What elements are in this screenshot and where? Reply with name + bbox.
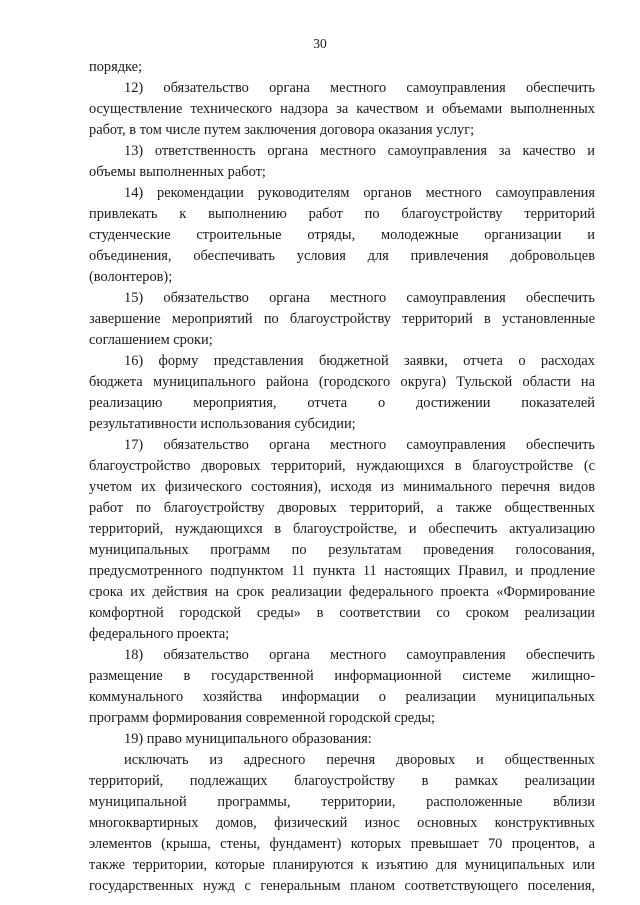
text-line: государственных нужд с генеральным планом соответствующего поселения, [89, 878, 595, 894]
document-body [89, 57, 595, 897]
page-number: 30 [313, 36, 327, 51]
text-line: 17) обязательство органа местного самоуправления обеспечить [124, 437, 595, 453]
text-line: исключать из адресного перечня дворовых и общественных [124, 752, 595, 768]
text-line: программ формирования современной городской среды; [89, 710, 435, 726]
text-line: бюджета муниципального района (городского округа) Тульской области на [89, 374, 595, 390]
text-line: также территории, которые планируются к изъятию для муниципальных или [89, 857, 595, 873]
text-line: 12) обязательство органа местного самоуправления обеспечить [124, 80, 595, 96]
text-line: благоустройство дворовых территорий, нуждающихся в благоустройстве (с [89, 458, 595, 474]
text-line: результативности использования субсидии; [89, 416, 356, 432]
text-line: (волонтеров); [89, 269, 173, 285]
text-line: привлекать к выполнению работ по благоустройству территорий [89, 206, 595, 222]
text-line: муниципальной программы, территории, расположенные вблизи [89, 794, 595, 810]
text-line: 18) обязательство органа местного самоуправления обеспечить [124, 647, 595, 663]
text-line: территорий, подлежащих благоустройству в рамках реализации [89, 773, 595, 789]
text-line: элементов (крыша, стены, фундамент) которых превышает 70 процентов, а [89, 836, 595, 852]
text-line: объемы выполненных работ; [89, 164, 266, 180]
text-line: учетом их физического состояния), исходя из минимального перечня видов [89, 479, 595, 495]
text-line: многоквартирных домов, физический износ основных конструктивных [89, 815, 595, 831]
text-line: срока их действия на срок реализации федерального проекта «Формирование [89, 584, 595, 600]
text-line: федерального проекта; [89, 626, 230, 642]
text-line: коммунального хозяйства информации о реализации муниципальных [89, 689, 595, 705]
text-line: 16) форму представления бюджетной заявки, отчета о расходах [124, 353, 595, 369]
text-line: студенческие строительные отряды, молодежные организации и [89, 227, 595, 243]
text-line: соглашением сроки; [89, 332, 213, 348]
text-line: порядке; [89, 59, 143, 75]
text-line: работ, в том числе путем заключения договора оказания услуг; [89, 122, 475, 138]
text-line: 19) право муниципального образования: [124, 731, 372, 747]
text-line: территорий, нуждающихся в благоустройстве, и обеспечить актуализацию [89, 521, 595, 537]
text-line: размещение в государственной информационной системе жилищно- [89, 668, 595, 684]
text-line: осуществление технического надзора за качеством и объемами выполненных [89, 101, 595, 117]
text-line: предусмотренного подпунктом 11 пункта 11 настоящих Правил, и продление [89, 563, 595, 579]
text-line: 15) обязательство органа местного самоуправления обеспечить [124, 290, 595, 306]
text-line: муниципальных программ по результатам проведения голосования, [89, 542, 595, 558]
text-line: реализацию мероприятия, отчета о достижении показателей [89, 395, 595, 411]
text-line: объединения, обеспечивать условия для привлечения добровольцев [89, 248, 595, 264]
text-line: завершение мероприятий по благоустройству территорий в установленные [89, 311, 595, 327]
text-line: 13) ответственность органа местного самоуправления за качество и [124, 143, 595, 159]
text-line: 14) рекомендации руководителям органов местного самоуправления [124, 185, 595, 201]
text-line: комфортной городской среды» в соответствии со сроком реализации [89, 605, 595, 621]
text-line: работ по благоустройству дворовых территорий, а также общественных [89, 500, 595, 516]
